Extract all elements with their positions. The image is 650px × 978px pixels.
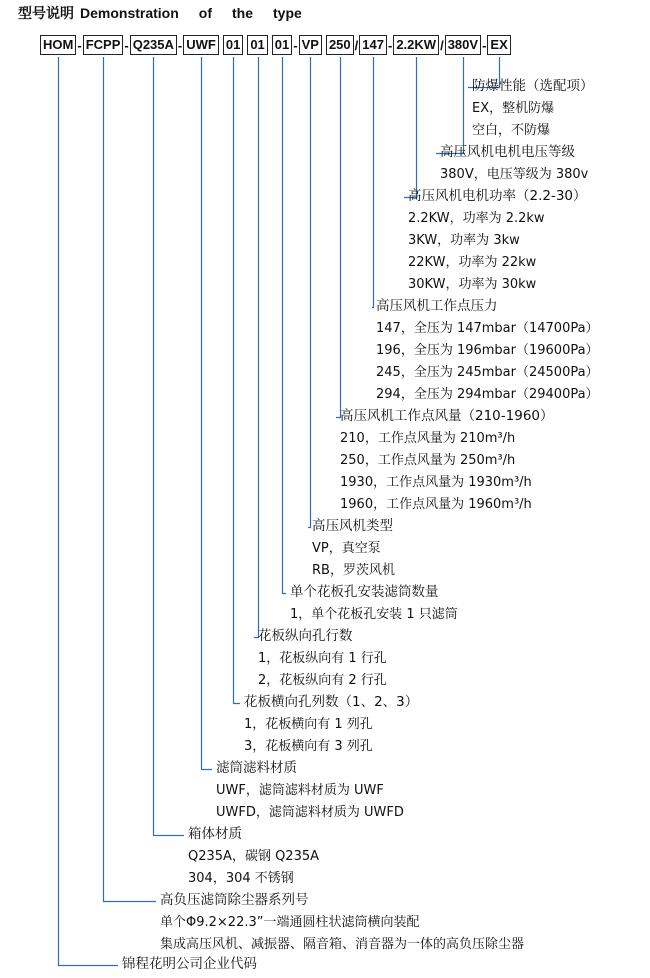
company-heading: 锦程花明公司企业代码 [122,956,257,972]
columns-option: 1，花板横向有 1 列孔 [244,717,373,732]
page-title [18,6,302,20]
code-segment: VP [299,35,322,55]
connector-line [234,57,241,704]
airflow-option: 210，工作点风量为 210m³/h [340,431,516,446]
title-word: type [273,5,302,21]
explosion-heading: 防爆性能（选配项） [472,78,594,94]
power-option: 2.2KW，功率为 2.2kw [408,211,545,226]
code-separator: - [177,37,183,53]
explosion-option: 空白，不防爆 [472,123,551,138]
model-code [40,34,511,56]
connector-line [436,57,464,154]
filters-per-hole-option: 1，单个花板孔安装 1 只滤筒 [290,607,458,622]
voltage-option: 380V，电压等级为 380v [440,167,589,182]
code-separator: / [440,37,444,53]
filter-material-heading: 滤筒滤料材质 [216,760,297,776]
connector-line [404,57,417,198]
pressure-heading: 高压风机工作点压力 [376,298,498,314]
code-segment: Q235A [130,35,177,55]
filter-material-option: UWFD，滤筒滤料材质为 UWFD [216,805,404,820]
connector-line [254,57,259,638]
code-separator: - [293,37,298,53]
code-segment: FCPP [83,35,124,55]
rows-option: 1，花板纵向有 1 行孔 [258,651,387,666]
title-prefix: 型号说明 [18,5,74,21]
columns-option: 3，花板横向有 3 列孔 [244,739,373,754]
box-material-heading: 箱体材质 [188,826,242,842]
series-heading: 高负压滤筒除尘器系列号 [160,892,309,908]
code-segment: 01 [223,35,243,55]
connector-line [202,57,213,770]
connector-line [283,57,287,594]
fan-type-option: VP，真空泵 [312,541,381,556]
pressure-option: 147，全压为 147mbar（14700Pa） [376,321,599,336]
code-segment: 2.2KW [393,35,439,55]
connector-line [336,57,341,418]
connector-line [372,57,374,308]
code-segment: 380V [445,35,481,55]
connector-line [59,57,119,966]
code-separator: - [77,37,82,53]
power-option: 30KW，功率为 30kw [408,277,537,292]
rows-option: 2，花板纵向有 2 行孔 [258,673,387,688]
filters-per-hole-heading: 单个花板孔安装滤筒数量 [290,584,439,600]
code-segment: EX [487,35,510,55]
code-segment: 01 [272,35,292,55]
code-separator: - [387,37,393,53]
connector-line [154,57,185,836]
title-word: of [198,5,213,21]
code-separator: - [482,37,487,53]
airflow-option: 250，工作点风量为 250m³/h [340,453,516,468]
rows-heading: 花板纵向孔行数 [258,628,353,644]
code-segment: 250 [326,35,354,55]
pressure-option: 294，全压为 294mbar（29400Pa） [376,387,599,402]
explosion-option: EX，整机防爆 [472,101,555,116]
series-description: 单个Φ9.2×22.3”一端通圆柱状滤筒横向装配 [160,915,420,930]
title-word: the [232,5,254,21]
airflow-option: 1960，工作点风量为 1960m³/h [340,497,532,512]
filter-material-option: UWF，滤筒滤料材质为 UWF [216,783,384,798]
pressure-option: 245，全压为 245mbar（24500Pa） [376,365,599,380]
code-segment: 147 [359,35,387,55]
power-option: 22KW，功率为 22kw [408,255,537,270]
voltage-heading: 高压风机电机电压等级 [440,144,575,160]
series-description: 集成高压风机、减振器、隔音箱、消音器为一体的高负压除尘器 [160,937,525,952]
fan-type-option: RB，罗茨风机 [312,563,395,578]
code-separator: / [354,37,359,53]
columns-heading: 花板横向孔列数（1、2、3） [244,694,419,710]
connector-line [308,57,311,528]
connector-line [104,57,157,902]
power-option: 3KW，功率为 3kw [408,233,520,248]
box-material-option: Q235A，碳钢 Q235A [188,849,320,864]
airflow-option: 1930，工作点风量为 1930m³/h [340,475,532,490]
code-segment: 01 [247,35,267,55]
title-word: Demonstration [80,5,179,21]
code-separator: - [124,37,129,53]
fan-type-heading: 高压风机类型 [312,518,393,534]
pressure-option: 196，全压为 196mbar（19600Pa） [376,343,599,358]
power-heading: 高压风机电机功率（2.2-30） [408,188,587,204]
code-segment: HOM [40,35,76,55]
box-material-option: 304，304 不锈钢 [188,871,294,886]
airflow-heading: 高压风机工作点风量（210-1960） [340,408,554,424]
code-segment: UWF [183,35,219,55]
